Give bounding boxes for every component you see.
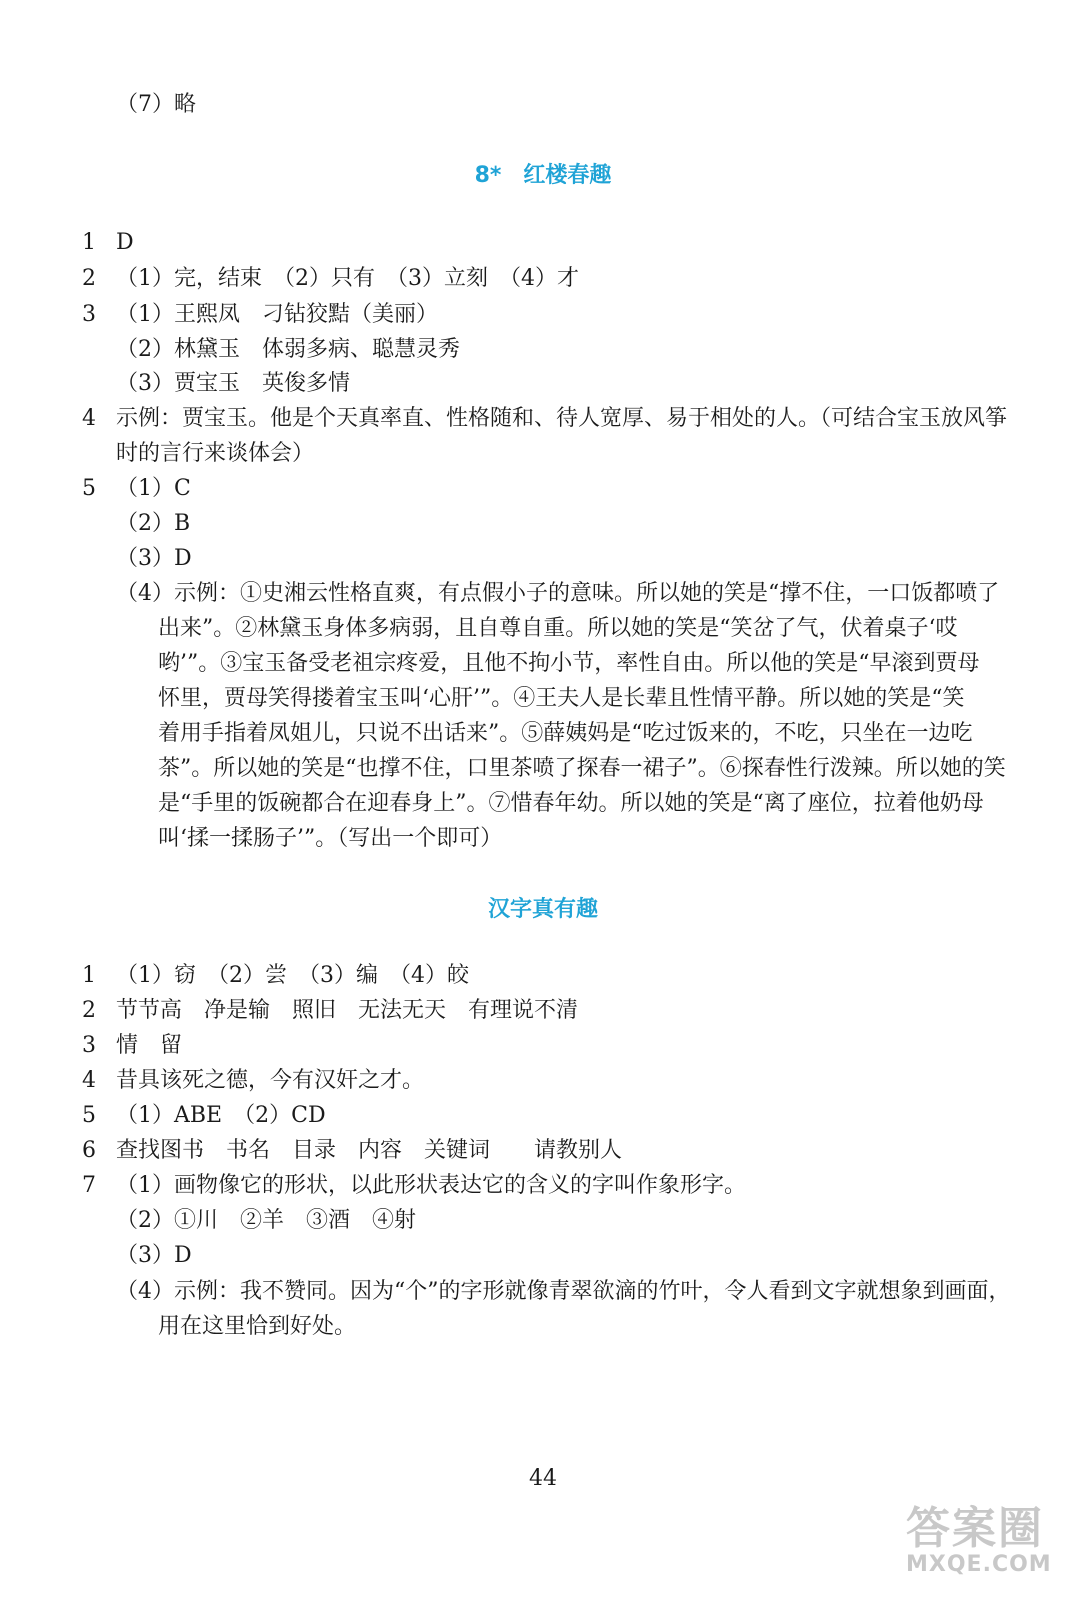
answer-text: 查找图书 书名 目录 内容 关键词 请教别人	[116, 1138, 623, 1163]
answer-text: （2）林黛玉 体弱多病、聪慧灵秀	[116, 337, 460, 362]
answer-text: 哟’”。③宝玉备受老祖宗疼爱，且他不拘小节，率性自由。所以他的笑是“早滚到贾母	[158, 651, 980, 676]
answer-text: D	[116, 230, 134, 255]
answer-text: （1）完，结束 （2）只有 （3）立刻 （4）才	[116, 266, 579, 291]
answer-text: （1）ABE （2）CD	[116, 1103, 326, 1128]
question-number: 4	[82, 1068, 96, 1093]
answer-text: 示例：贾宝玉。他是个天真率直、性格随和、待人宽厚、易于相处的人。（可结合宝玉放风筝	[116, 406, 1008, 431]
answer-text: 着用手指着凤姐儿，只说不出话来”。⑤薛姨妈是“吃过饭来的，不吃，只坐在一边吃	[158, 721, 973, 746]
answer-text: 情 留	[116, 1033, 183, 1058]
answer-text: 茶”。所以她的笑是“也撑不住，口里茶喷了探春一裙子”。⑥探春性行泼辣。所以她的笑	[158, 756, 1006, 781]
answer-text: 节节高 净是输 照旧 无法无天 有理说不清	[116, 998, 579, 1023]
watermark-text: 答案圈	[906, 1503, 1044, 1554]
answer-text: （4）示例：我不赞同。因为“个”的字形就像青翠欲滴的竹叶，令人看到文字就想象到画面，	[116, 1279, 1011, 1304]
answer-text: （2）①川 ②羊 ③酒 ④射	[116, 1208, 416, 1233]
watermark-url: MXQE.COM	[906, 1552, 1052, 1577]
question-number: 5	[82, 476, 96, 501]
answer-text: 用在这里恰到好处。	[158, 1314, 357, 1339]
question-number: 6	[82, 1138, 96, 1163]
answer-text: （3）D	[116, 1243, 192, 1268]
watermark-logo	[906, 1505, 1056, 1585]
question-number: 2	[82, 266, 96, 291]
answer-text: （1）C	[116, 476, 191, 501]
answer-text: （3）D	[116, 546, 192, 571]
answer-text: 叫‘揉一揉肠子’”。（写出一个即可）	[158, 826, 503, 851]
answer-text: （4）示例：①史湘云性格直爽，有点假小子的意味。所以她的笑是“撑不住，一口饭都喷了	[116, 581, 1000, 606]
answer-text: 时的言行来谈体会）	[116, 441, 315, 466]
question-number: 1	[82, 963, 96, 988]
answer-text: （2）B	[116, 511, 191, 536]
question-number: 4	[82, 406, 96, 431]
question-number: 2	[82, 998, 96, 1023]
answer-line: （7）略	[116, 92, 196, 117]
question-number: 1	[82, 230, 96, 255]
answer-text: （1）窃 （2）尝 （3）编 （4）皎	[116, 963, 469, 988]
answer-text: （1）画物像它的形状，以此形状表达它的含义的字叫作象形字。	[116, 1173, 746, 1198]
section-title: 汉字真有趣	[487, 897, 598, 922]
answer-text: （3）贾宝玉 英俊多情	[116, 371, 350, 396]
answer-text: 昔具该死之德，今有汉奸之才。	[116, 1068, 425, 1093]
answer-text: 是“手里的饭碗都合在迎春身上”。⑦惜春年幼。所以她的笑是“离了座位，拉着他奶母	[158, 791, 984, 816]
question-number: 5	[82, 1103, 96, 1128]
answer-text: 出来”。②林黛玉身体多病弱，且自尊自重。所以她的笑是“笑岔了气，伏着桌子‘哎	[158, 616, 958, 641]
answer-text: （1）王熙凤 刁钻狡黠（美丽）	[116, 302, 438, 327]
question-number: 3	[82, 1033, 96, 1058]
question-number: 3	[82, 302, 96, 327]
question-number: 7	[82, 1173, 96, 1198]
section-title: 8* 红楼春趣	[474, 163, 612, 188]
answer-text: 怀里，贾母笑得搂着宝玉叫‘心肝’”。④王夫人是长辈且性情平静。所以她的笑是“笑	[158, 686, 965, 711]
page-number: 44	[529, 1466, 557, 1491]
